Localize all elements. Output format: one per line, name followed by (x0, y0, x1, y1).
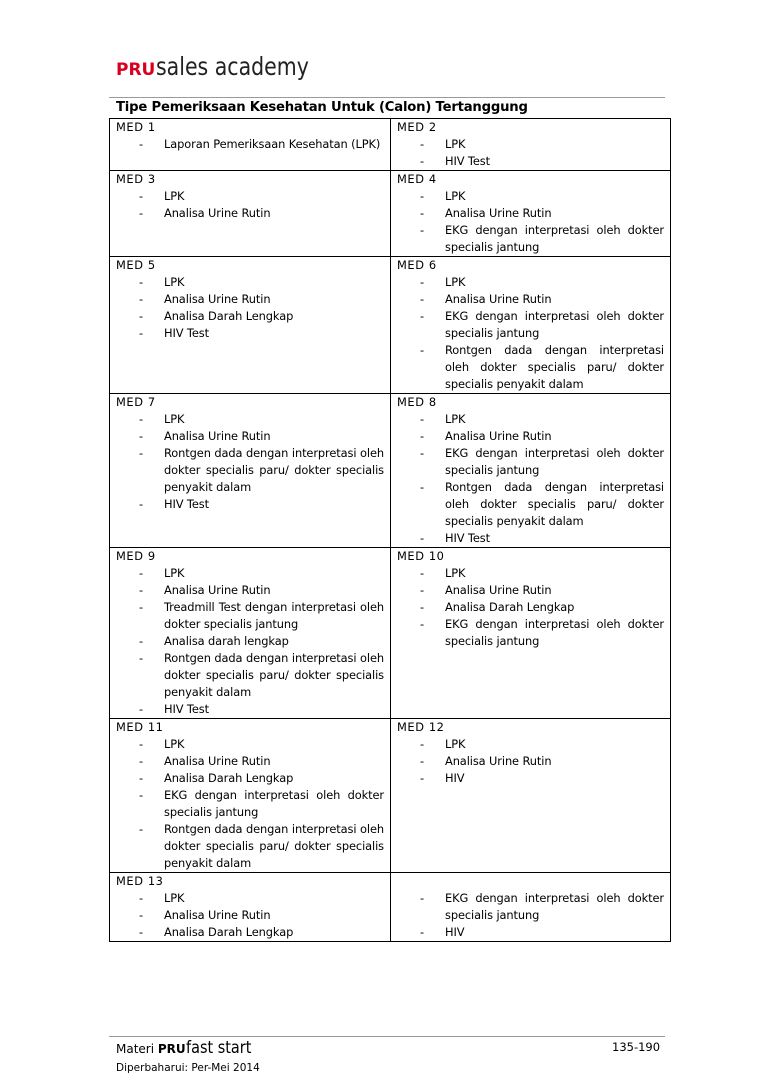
exam-item-text: LPK (164, 737, 185, 751)
med-package-name: MED 1 (116, 120, 156, 134)
exam-item-text: HIV (445, 771, 465, 785)
list-item (116, 890, 384, 907)
list-item (397, 411, 664, 428)
table-row (110, 719, 671, 873)
med-package-name: MED 11 (116, 720, 164, 734)
list-item (116, 205, 384, 222)
dash-bullet-icon: - (139, 206, 144, 220)
list-item (116, 924, 384, 941)
list-item (116, 274, 384, 291)
med-cell (110, 548, 391, 719)
exam-item-text: LPK (164, 275, 185, 289)
list-item (116, 770, 384, 787)
list-item (116, 753, 384, 770)
list-item (397, 616, 664, 650)
exam-list (116, 188, 384, 222)
exam-item-text: Analisa Urine Rutin (164, 754, 271, 768)
exam-item-text: LPK (164, 566, 185, 580)
med-package-name: MED 2 (397, 120, 437, 134)
dash-bullet-icon: - (420, 292, 425, 306)
med-package-name: MED 12 (397, 720, 445, 734)
dash-bullet-icon: - (420, 154, 425, 168)
dash-bullet-icon: - (139, 600, 144, 614)
dash-bullet-icon: - (139, 275, 144, 289)
list-item (397, 890, 664, 924)
list-item (116, 787, 384, 821)
dash-bullet-icon: - (139, 497, 144, 511)
list-item (116, 650, 384, 701)
med-package-name: MED 9 (116, 549, 156, 563)
exam-item-text: Analisa Urine Rutin (164, 206, 271, 220)
exam-item-text: LPK (445, 412, 466, 426)
footer-materi: Materi (116, 1042, 155, 1056)
dash-bullet-icon: - (420, 309, 425, 323)
exam-list (397, 736, 664, 787)
dash-bullet-icon: - (420, 223, 425, 237)
list-item (116, 599, 384, 633)
list-item (397, 770, 664, 787)
list-item (397, 924, 664, 941)
list-item (397, 222, 664, 256)
list-item (116, 907, 384, 924)
exam-item-text: HIV Test (445, 531, 490, 545)
list-item (397, 291, 664, 308)
page-number: 135-190 (612, 1040, 661, 1054)
table-row (110, 171, 671, 257)
list-item (116, 821, 384, 872)
dash-bullet-icon: - (420, 925, 425, 939)
list-item (397, 205, 664, 222)
dash-bullet-icon: - (139, 634, 144, 648)
dash-bullet-icon: - (420, 754, 425, 768)
med-cell (391, 171, 671, 257)
list-item (116, 308, 384, 325)
exam-list (397, 274, 664, 393)
exam-item-text: LPK (445, 566, 466, 580)
dash-bullet-icon: - (420, 343, 425, 357)
exam-item-text: HIV Test (445, 154, 490, 168)
exam-item-text: EKG dengan interpretasi oleh dokter specialis jantung (445, 446, 664, 477)
dash-bullet-icon: - (139, 137, 144, 151)
med-cell (110, 171, 391, 257)
exam-item-text: EKG dengan interpretasi oleh dokter specialis jantung (164, 788, 384, 819)
list-item (397, 530, 664, 547)
exam-item-text: LPK (164, 412, 185, 426)
table-row (110, 548, 671, 719)
exam-item-text: Analisa Darah Lengkap (164, 771, 294, 785)
list-item (397, 136, 664, 153)
dash-bullet-icon: - (139, 771, 144, 785)
list-item (397, 479, 664, 530)
list-item (116, 445, 384, 496)
list-item (397, 445, 664, 479)
dash-bullet-icon: - (420, 600, 425, 614)
exam-item-text: HIV (445, 925, 465, 939)
dash-bullet-icon: - (420, 275, 425, 289)
dash-bullet-icon: - (139, 446, 144, 460)
footer-pru: PRU (157, 1042, 186, 1056)
table-row (110, 394, 671, 548)
footer-divider (109, 1036, 665, 1037)
med-package-name: MED 3 (116, 172, 156, 186)
list-item (397, 308, 664, 342)
updated-date: Diperbaharui: Per-Mei 2014 (116, 1062, 260, 1074)
dash-bullet-icon: - (139, 908, 144, 922)
exam-item-text: LPK (445, 189, 466, 203)
dash-bullet-icon: - (420, 583, 425, 597)
dash-bullet-icon: - (420, 189, 425, 203)
med-cell (110, 394, 391, 548)
med-cell (391, 257, 671, 394)
list-item (116, 188, 384, 205)
list-item (397, 188, 664, 205)
list-item (116, 291, 384, 308)
exam-list (116, 890, 384, 941)
med-table (109, 118, 671, 942)
exam-item-text: Laporan Pemeriksaan Kesehatan (LPK) (164, 137, 381, 151)
med-package-name (397, 873, 664, 890)
dash-bullet-icon: - (420, 891, 425, 905)
list-item (397, 428, 664, 445)
dash-bullet-icon: - (420, 480, 425, 494)
header-divider (109, 97, 665, 98)
exam-item-text: Analisa Urine Rutin (445, 429, 552, 443)
exam-item-text: HIV Test (164, 326, 209, 340)
exam-list (116, 565, 384, 718)
brand-pru: PRU (116, 60, 156, 80)
med-cell (110, 719, 391, 873)
table-row (110, 257, 671, 394)
med-cell (391, 394, 671, 548)
dash-bullet-icon: - (420, 429, 425, 443)
exam-item-text: LPK (445, 737, 466, 751)
exam-list (116, 136, 384, 153)
list-item (116, 565, 384, 582)
dash-bullet-icon: - (420, 531, 425, 545)
exam-item-text: Analisa Urine Rutin (164, 908, 271, 922)
med-cell (110, 873, 391, 942)
exam-item-text: LPK (445, 137, 466, 151)
med-package-name: MED 5 (116, 258, 156, 272)
dash-bullet-icon: - (139, 429, 144, 443)
brand-name: sales academy (156, 52, 310, 81)
footer-fast-start: fast start (185, 1038, 252, 1058)
list-item (116, 428, 384, 445)
med-package-name: MED 6 (397, 258, 437, 272)
dash-bullet-icon: - (139, 412, 144, 426)
exam-item-text: Rontgen dada dengan interpretasi oleh dokter specialis paru/ dokter specialis penyakit dalam (445, 480, 664, 528)
exam-list (397, 890, 664, 941)
exam-item-text: HIV Test (164, 497, 209, 511)
dash-bullet-icon: - (420, 771, 425, 785)
med-cell (391, 719, 671, 873)
dash-bullet-icon: - (420, 412, 425, 426)
list-item (397, 565, 664, 582)
list-item (116, 582, 384, 599)
dash-bullet-icon: - (139, 566, 144, 580)
exam-item-text: Analisa Darah Lengkap (164, 925, 294, 939)
dash-bullet-icon: - (420, 206, 425, 220)
dash-bullet-icon: - (420, 566, 425, 580)
exam-item-text: Analisa Urine Rutin (445, 583, 552, 597)
exam-item-text: Analisa Darah Lengkap (164, 309, 294, 323)
list-item (116, 701, 384, 718)
med-package-name: MED 13 (116, 874, 164, 888)
list-item (116, 136, 384, 153)
exam-item-text: Analisa darah lengkap (164, 634, 289, 648)
footer-label (116, 1039, 263, 1058)
med-package-name: MED 10 (397, 549, 445, 563)
brand-logo (116, 52, 343, 82)
list-item (397, 153, 664, 170)
dash-bullet-icon: - (420, 446, 425, 460)
exam-item-text: Analisa Urine Rutin (445, 292, 552, 306)
exam-item-text: LPK (164, 891, 185, 905)
dash-bullet-icon: - (139, 891, 144, 905)
exam-item-text: LPK (164, 189, 185, 203)
exam-item-text: Analisa Urine Rutin (164, 583, 271, 597)
dash-bullet-icon: - (139, 309, 144, 323)
exam-list (397, 188, 664, 256)
dash-bullet-icon: - (139, 189, 144, 203)
exam-item-text: Analisa Urine Rutin (445, 754, 552, 768)
exam-list (116, 411, 384, 513)
list-item (397, 274, 664, 291)
dash-bullet-icon: - (139, 737, 144, 751)
list-item (116, 736, 384, 753)
dash-bullet-icon: - (139, 583, 144, 597)
exam-item-text: EKG dengan interpretasi oleh dokter specialis jantung (445, 617, 664, 648)
med-cell (391, 548, 671, 719)
exam-item-text: HIV Test (164, 702, 209, 716)
med-package-name: MED 4 (397, 172, 437, 186)
exam-item-text: Rontgen dada dengan interpretasi oleh dokter specialis paru/ dokter specialis penyakit dalam (164, 446, 384, 494)
list-item (397, 736, 664, 753)
med-package-name: MED 7 (116, 395, 156, 409)
dash-bullet-icon: - (139, 292, 144, 306)
exam-item-text: Analisa Urine Rutin (445, 206, 552, 220)
exam-list (116, 736, 384, 872)
list-item (116, 325, 384, 342)
dash-bullet-icon: - (139, 651, 144, 665)
dash-bullet-icon: - (139, 788, 144, 802)
dash-bullet-icon: - (420, 137, 425, 151)
exam-item-text: Rontgen dada dengan interpretasi oleh dokter specialis paru/ dokter specialis penyakit dalam (164, 651, 384, 699)
exam-item-text: Rontgen dada dengan interpretasi oleh dokter specialis paru/ dokter specialis penyakit dalam (164, 822, 384, 870)
list-item (116, 411, 384, 428)
dash-bullet-icon: - (139, 925, 144, 939)
med-cell (391, 873, 671, 942)
exam-list (397, 136, 664, 170)
exam-item-text: Treadmill Test dengan interpretasi oleh dokter specialis jantung (164, 600, 384, 631)
list-item (116, 633, 384, 650)
dash-bullet-icon: - (420, 737, 425, 751)
exam-item-text: Analisa Darah Lengkap (445, 600, 575, 614)
dash-bullet-icon: - (139, 326, 144, 340)
exam-item-text: Analisa Urine Rutin (164, 429, 271, 443)
list-item (397, 342, 664, 393)
table-row (110, 119, 671, 171)
med-cell (391, 119, 671, 171)
exam-item-text: EKG dengan interpretasi oleh dokter specialis jantung (445, 223, 664, 254)
exam-item-text: Analisa Urine Rutin (164, 292, 271, 306)
exam-item-text: Rontgen dada dengan interpretasi oleh dokter specialis paru/ dokter specialis penyakit dalam (445, 343, 664, 391)
med-cell (110, 257, 391, 394)
dash-bullet-icon: - (139, 822, 144, 836)
exam-list (116, 274, 384, 342)
page-title: Tipe Pemeriksaan Kesehatan Untuk (Calon) Tertanggung (116, 100, 528, 115)
exam-item-text: EKG dengan interpretasi oleh dokter specialis jantung (445, 309, 664, 340)
med-package-name: MED 8 (397, 395, 437, 409)
dash-bullet-icon: - (420, 617, 425, 631)
list-item (397, 599, 664, 616)
exam-item-text: LPK (445, 275, 466, 289)
exam-list (397, 411, 664, 547)
exam-item-text: EKG dengan interpretasi oleh dokter specialis jantung (445, 891, 664, 922)
list-item (397, 753, 664, 770)
list-item (397, 582, 664, 599)
exam-list (397, 565, 664, 650)
dash-bullet-icon: - (139, 754, 144, 768)
dash-bullet-icon: - (139, 702, 144, 716)
table-row (110, 873, 671, 942)
med-cell (110, 119, 391, 171)
list-item (116, 496, 384, 513)
